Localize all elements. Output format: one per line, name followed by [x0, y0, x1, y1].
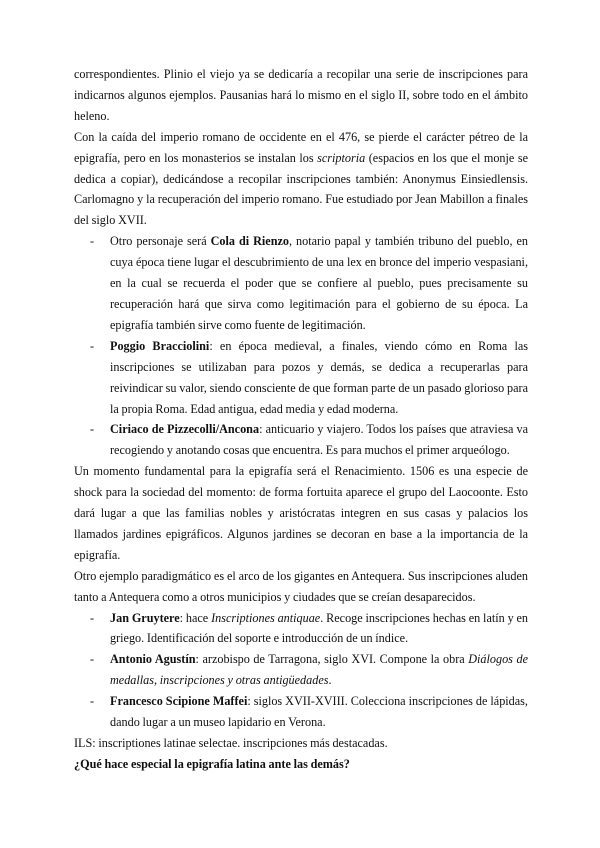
list-item-antonio-agustin — [74, 649, 528, 691]
list-item-jan-gruytere — [74, 608, 528, 650]
dash-marker: - — [90, 234, 95, 249]
italic-term-scriptoria: scriptoria — [317, 150, 366, 165]
dash-marker: - — [90, 338, 95, 353]
text-run: : arzobispo de Tarragona, siglo XVI. Compone la obra — [195, 652, 469, 667]
text-run: Otro personaje será — [110, 234, 211, 249]
work-title: Inscriptiones antiquae — [211, 610, 321, 625]
document-body — [74, 64, 528, 775]
list-item-ciriaco-de-ancona — [74, 419, 528, 461]
text-run: : siglos XVII-XVIII. Colecciona inscripciones de lápidas, dando lugar a un museo lapidario en Verona. — [110, 694, 528, 730]
list-humanistas — [74, 231, 528, 461]
paragraph-renacimiento: Un momento fundamental para la epigrafía será el Renacimiento. 1506 es una especie de shock para la sociedad del momento: de forma fortuita aparece el grupo del Laocoonte. Esto dará lugar a que las familias nobles y aristócratas integren en sus casas y palacios los llamados jardines epigráficos. Algunos jardines se decoran en base a la importancia de la epigrafía. — [74, 464, 528, 562]
text-run: : anticuario y viajero. Todos los países que atraviesa va recogiendo y anotando cosas que encuentra. Es para muchos el primer arqueólogo. — [110, 422, 528, 458]
dash-marker: - — [90, 610, 95, 625]
text-run: , notario papal y también tribuno del pueblo, en cuya época tiene lugar el descubrimiento de una lex en bronce del imperio vespasiani, en la cual se recuerda el poder que se confiere al pueblo, pues precisamente su recuperación hará que sirva como legitimación para el gobierno de su época. La epigrafía también sirve como fuente de legitimación. — [110, 234, 528, 332]
text-run: : en época medieval, a finales, viendo cómo en Roma las inscripciones se utilizaban para pozos y demás, se dedica a recuperarlas para reivindicar su valor, siendo consciente de que forman parte de un pasado glorioso para la propia Roma. Edad antigua, edad media y edad moderna. — [110, 338, 528, 416]
text-run: Con la caída del imperio romano de occidente en el 476, se pierde el carácter pétreo de la epigrafía, pero en los monasterios se instalan los — [74, 129, 528, 165]
list-item-cola-di-rienzo — [74, 231, 528, 336]
text-run: : hace — [179, 610, 212, 625]
paragraph-plinio-pausanias: correspondientes. Plinio el viejo ya se dedicaría a recopilar una serie de inscripciones para indicarnos algunos ejemplos. Pausanias hará lo mismo en el siglo II, sobre todo en el ámbito heleno. — [74, 67, 528, 123]
person-name: Poggio Bracciolini — [110, 338, 210, 353]
paragraph-antequera: Otro ejemplo paradigmático es el arco de los gigantes en Antequera. Sus inscripciones aluden tanto a Antequera como a otros municipios y ciudades que se creían desaparecidos. — [74, 568, 528, 604]
dash-marker: - — [90, 694, 95, 709]
section-heading: ¿Qué hace especial la epigrafía latina ante las demás? — [74, 756, 350, 771]
paragraph-edad-media — [74, 127, 528, 232]
text-run: (espacios en los que el monje se dedica a copiar), dedicándose a recopilar inscripciones también: Anonymus Einsiedlensis. Carlomagno y la recuperación del imperio romano. Fue estudiado por Jean Mabillon a finales del siglo XVII. — [74, 150, 528, 228]
person-name: Antonio Agustín — [110, 652, 196, 667]
text-run: . Recoge inscripciones hechas en latín y en griego. Identificación del soporte e introducción de un índice. — [110, 610, 529, 646]
dash-marker: - — [90, 652, 95, 667]
person-name: Ciriaco de Pizzecolli/Ancona — [110, 422, 260, 437]
person-name: Jan Gruytere — [110, 610, 180, 625]
dash-marker: - — [90, 422, 95, 437]
work-title: Diálogos de medallas, inscripciones y otras antigüedades — [110, 652, 528, 688]
list-coleccionistas — [74, 608, 528, 733]
text-run: . — [328, 673, 332, 688]
list-item-poggio-bracciolini — [74, 336, 528, 420]
person-name: Francesco Scipione Maffei — [110, 694, 248, 709]
person-name: Cola di Rienzo — [210, 234, 289, 249]
paragraph-ils: ILS: inscriptiones latinae selectae. inscripciones más destacadas. — [74, 736, 388, 750]
list-item-scipione-maffei — [74, 691, 528, 733]
